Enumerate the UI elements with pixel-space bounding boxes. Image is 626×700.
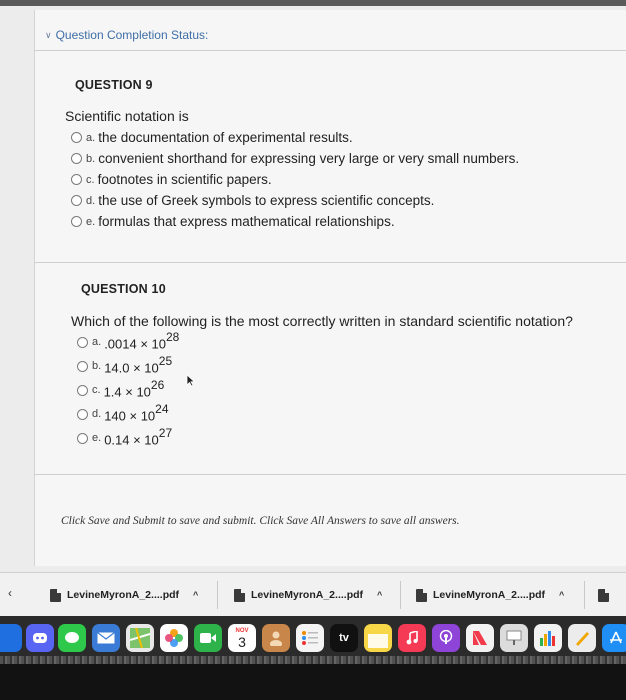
option-exponent: 28 bbox=[166, 330, 180, 345]
option-c[interactable] bbox=[77, 378, 179, 402]
dock-icons bbox=[0, 624, 626, 658]
option-e[interactable] bbox=[77, 426, 179, 450]
chevron-up-icon[interactable]: ^ bbox=[193, 590, 199, 600]
facetime-icon[interactable] bbox=[194, 624, 222, 652]
calendar-day: 3 bbox=[238, 633, 246, 650]
apple-tv-icon[interactable] bbox=[330, 624, 358, 652]
file-icon bbox=[50, 589, 61, 602]
radio-button[interactable] bbox=[77, 361, 88, 372]
divider bbox=[35, 50, 626, 51]
question-9-text: Scientific notation is bbox=[65, 108, 189, 124]
divider bbox=[35, 474, 626, 475]
divider bbox=[584, 581, 585, 609]
question-9-title: QUESTION 9 bbox=[75, 78, 153, 92]
radio-button[interactable] bbox=[71, 132, 82, 143]
numbers-icon[interactable] bbox=[534, 624, 562, 652]
option-letter: d. bbox=[86, 194, 96, 207]
option-exponent: 24 bbox=[155, 402, 169, 417]
option-c[interactable] bbox=[71, 169, 519, 190]
laptop-bezel bbox=[0, 664, 626, 700]
photos-icon[interactable] bbox=[160, 624, 188, 652]
messages-icon[interactable] bbox=[58, 624, 86, 652]
file-icon bbox=[416, 589, 427, 602]
option-d[interactable] bbox=[71, 190, 519, 211]
question-10-title: QUESTION 10 bbox=[81, 282, 166, 296]
option-letter: c. bbox=[92, 384, 101, 396]
contacts-icon[interactable] bbox=[262, 624, 290, 652]
chevron-up-icon[interactable]: ^ bbox=[559, 590, 565, 600]
radio-button[interactable] bbox=[71, 216, 82, 227]
radio-button[interactable] bbox=[71, 174, 82, 185]
option-mantissa: 14.0 × 10 bbox=[104, 360, 159, 376]
option-exponent: 25 bbox=[158, 354, 173, 369]
radio-button[interactable] bbox=[71, 195, 82, 206]
option-exponent: 27 bbox=[158, 426, 173, 441]
music-icon[interactable] bbox=[398, 624, 426, 652]
tv-label: tv bbox=[339, 632, 349, 644]
question-completion-status[interactable] bbox=[45, 20, 621, 50]
option-a[interactable] bbox=[77, 330, 179, 354]
option-letter: a. bbox=[92, 336, 102, 348]
option-text: formulas that express mathematical relationships. bbox=[98, 214, 395, 229]
download-filename: LevineMyronA_2....pdf bbox=[67, 589, 180, 601]
calendar-month: NOV bbox=[235, 627, 249, 634]
submit-instructions: Click Save and Submit to save and submit. Click Save All Answers to save all answers. bbox=[61, 515, 460, 527]
download-filename: LevineMyronA_2....pdf bbox=[251, 589, 364, 601]
question-9-options bbox=[71, 127, 519, 232]
download-item[interactable] bbox=[598, 585, 609, 605]
pages-icon[interactable] bbox=[568, 624, 596, 652]
option-mantissa: 1.4 × 10 bbox=[103, 384, 151, 400]
option-text: the documentation of experimental results. bbox=[98, 130, 353, 145]
chevron-down-icon: ∨ bbox=[45, 29, 52, 40]
file-icon bbox=[598, 589, 609, 602]
maps-icon[interactable] bbox=[126, 624, 154, 652]
option-text bbox=[104, 380, 165, 399]
notes-icon[interactable] bbox=[364, 624, 392, 652]
option-b[interactable] bbox=[77, 354, 179, 378]
divider bbox=[400, 581, 401, 609]
option-letter: a. bbox=[86, 131, 96, 144]
calendar-icon[interactable] bbox=[228, 624, 256, 652]
download-filename: LevineMyronA_2....pdf bbox=[433, 589, 546, 601]
chevron-left-icon[interactable]: ‹ bbox=[8, 586, 12, 600]
download-item[interactable] bbox=[416, 585, 564, 605]
option-letter: e. bbox=[92, 432, 102, 444]
test-panel bbox=[34, 10, 626, 566]
option-mantissa: 140 × 10 bbox=[104, 408, 156, 424]
discord-icon[interactable] bbox=[26, 624, 54, 652]
radio-button[interactable] bbox=[77, 433, 88, 444]
radio-button[interactable] bbox=[77, 409, 88, 420]
option-text bbox=[104, 404, 168, 423]
option-d[interactable] bbox=[77, 402, 179, 426]
option-b[interactable] bbox=[71, 148, 519, 169]
option-letter: e. bbox=[86, 215, 96, 228]
dock-reflection bbox=[0, 656, 626, 664]
news-icon[interactable] bbox=[466, 624, 494, 652]
question-10-text: Which of the following is the most correctly written in standard scientific notation? bbox=[71, 313, 573, 329]
download-item[interactable] bbox=[50, 585, 198, 605]
status-label: Question Completion Status: bbox=[55, 28, 209, 42]
option-letter: b. bbox=[86, 152, 96, 165]
option-text bbox=[104, 428, 172, 447]
option-letter: b. bbox=[92, 360, 102, 372]
chevron-up-icon[interactable]: ^ bbox=[377, 590, 383, 600]
option-text bbox=[104, 332, 179, 351]
option-letter: c. bbox=[86, 173, 95, 186]
app-store-icon[interactable] bbox=[602, 624, 626, 652]
keynote-icon[interactable] bbox=[500, 624, 528, 652]
reminders-icon[interactable] bbox=[296, 624, 324, 652]
option-letter: d. bbox=[92, 408, 102, 420]
finder-icon[interactable] bbox=[0, 624, 22, 652]
macos-dock bbox=[0, 616, 626, 700]
mail-icon[interactable] bbox=[92, 624, 120, 652]
option-mantissa: 0.14 × 10 bbox=[104, 432, 159, 448]
page-content bbox=[0, 6, 626, 572]
radio-button[interactable] bbox=[77, 337, 88, 348]
downloads-bar bbox=[0, 572, 626, 616]
question-10-options bbox=[77, 330, 179, 450]
radio-button[interactable] bbox=[77, 385, 88, 396]
mouse-pointer-icon bbox=[186, 374, 196, 390]
option-text bbox=[104, 356, 172, 375]
option-a[interactable] bbox=[71, 127, 519, 148]
download-item[interactable] bbox=[234, 585, 382, 605]
option-exponent: 26 bbox=[150, 378, 165, 393]
option-text: the use of Greek symbols to express scientific concepts. bbox=[98, 193, 435, 208]
option-text: convenient shorthand for expressing very large or very small numbers. bbox=[98, 151, 520, 166]
radio-button[interactable] bbox=[71, 153, 82, 164]
podcasts-icon[interactable] bbox=[432, 624, 460, 652]
option-text: footnotes in scientific papers. bbox=[97, 172, 272, 187]
divider bbox=[217, 581, 218, 609]
option-e[interactable] bbox=[71, 211, 519, 232]
option-mantissa: .0014 × 10 bbox=[104, 336, 166, 352]
divider bbox=[35, 262, 626, 263]
file-icon bbox=[234, 589, 245, 602]
